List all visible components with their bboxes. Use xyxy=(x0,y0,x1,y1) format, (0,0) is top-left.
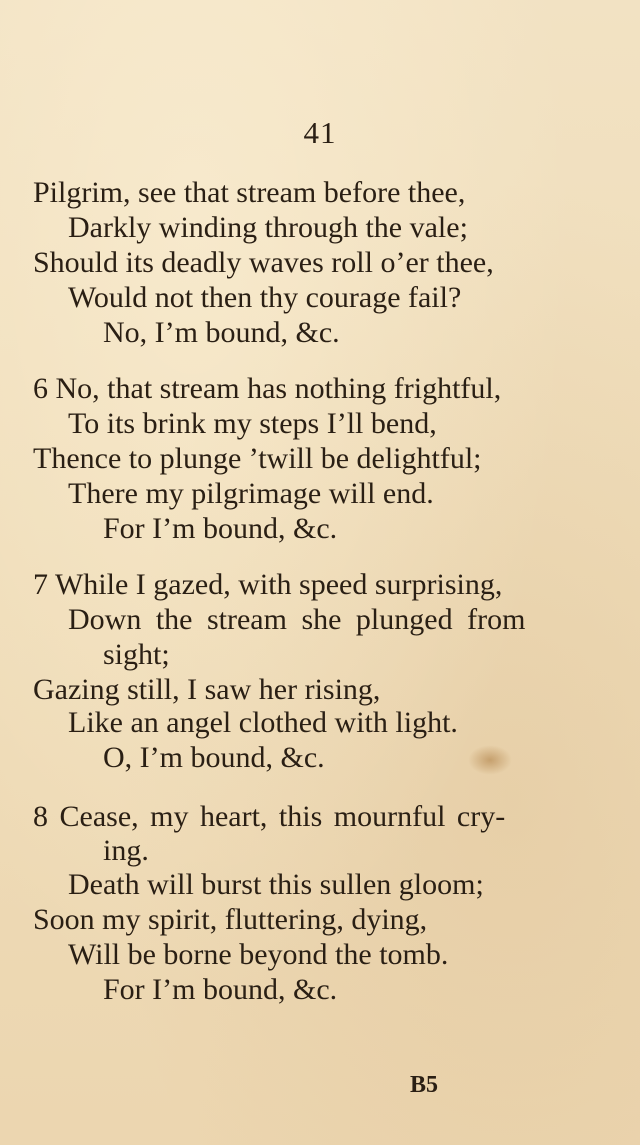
page-number: 41 xyxy=(303,115,337,150)
verse-1-line-3: Should its deadly waves roll o’er thee, xyxy=(33,246,494,279)
signature-mark: B5 xyxy=(410,1072,439,1098)
verse-8-line-1-cont: ing. xyxy=(103,834,149,867)
verse-7-line-1: 7 While I gazed, with speed surprising, xyxy=(33,568,503,601)
verse-7-line-2-cont: sight; xyxy=(103,638,170,671)
verse-1-line-1: Pilgrim, see that stream before thee, xyxy=(33,176,466,209)
verse-7-line-3: Gazing still, I saw her rising, xyxy=(33,673,381,706)
verse-6-line-2: To its brink my steps I’ll bend, xyxy=(68,407,437,440)
verse-1-chorus: No, I’m bound, &c. xyxy=(103,316,340,349)
verse-7-line-2: Down the stream she plunged from xyxy=(68,603,526,636)
verse-8-chorus: For I’m bound, &c. xyxy=(103,973,338,1006)
verse-6-line-3: Thence to plunge ’twill be delightful; xyxy=(33,442,482,475)
verse-7-chorus: O, I’m bound, &c. xyxy=(103,741,325,774)
verse-6-line-4: There my pilgrimage will end. xyxy=(68,477,434,510)
verse-8-line-2: Death will burst this sullen gloom; xyxy=(68,868,484,901)
verse-6-line-1: 6 No, that stream has nothing frightful, xyxy=(33,372,502,405)
verse-6-chorus: For I’m bound, &c. xyxy=(103,512,338,545)
verse-8-line-1: 8 Cease, my heart, this mournful cry- xyxy=(33,800,506,833)
verse-1-line-4: Would not then thy courage fail? xyxy=(68,281,462,314)
verse-8-line-4: Will be borne beyond the tomb. xyxy=(68,938,449,971)
verse-7-line-4: Like an angel clothed with light. xyxy=(68,706,458,739)
verse-8-line-3: Soon my spirit, fluttering, dying, xyxy=(33,903,428,936)
verse-1-line-2: Darkly winding through the vale; xyxy=(68,211,468,244)
paper-stain xyxy=(468,745,512,775)
